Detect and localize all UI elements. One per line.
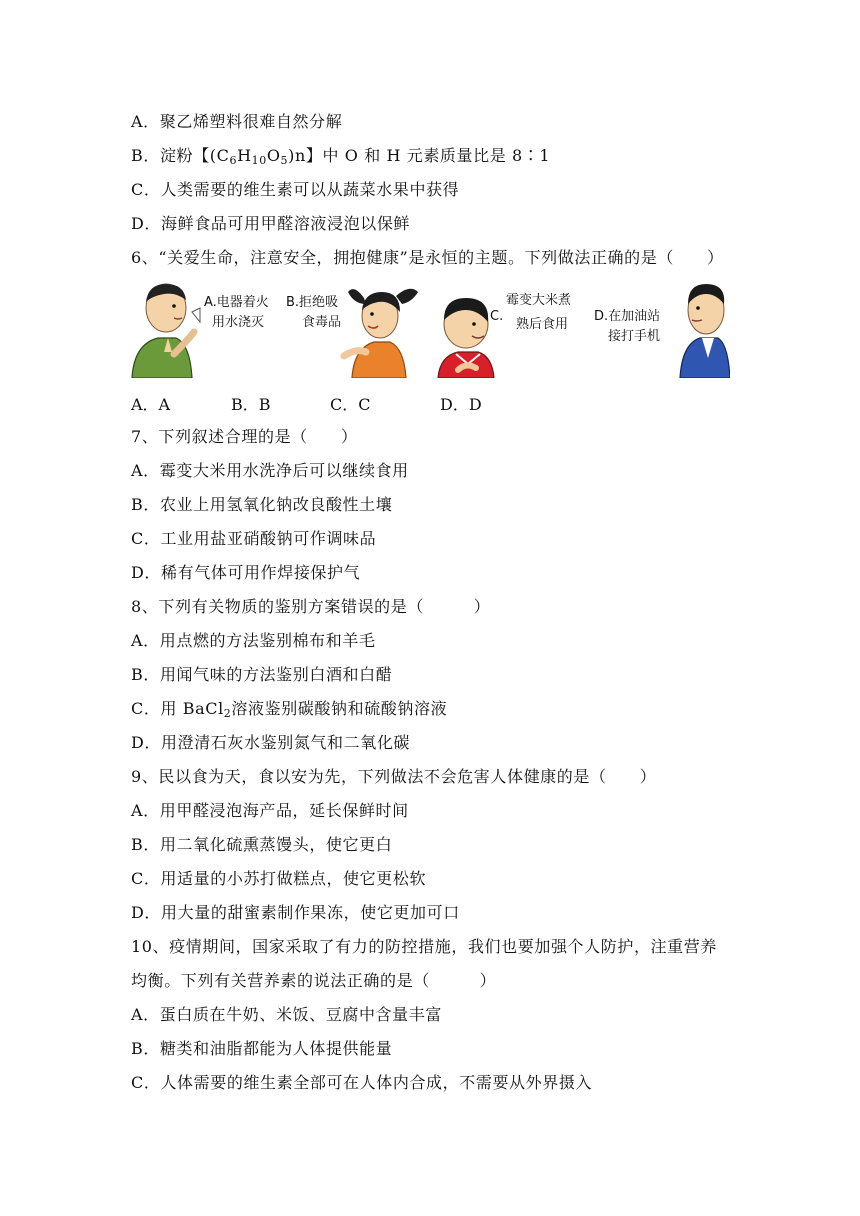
q5-option-b-text-1: B．淀粉【(C	[131, 146, 230, 165]
bubble-d-line2: 接打手机	[608, 329, 661, 344]
bubble-a-line2: 用水浇灭	[212, 315, 265, 330]
q6-cartoon-illustration	[128, 282, 730, 378]
man-blue-suit-figure	[680, 284, 730, 378]
q10-option-c: C．人体需要的维生素全部可在人体内合成，不需要从外界摄入	[131, 1073, 593, 1092]
q5-option-b-sub-1: 6	[229, 154, 238, 167]
speech-bubble-d	[594, 308, 660, 344]
q7-option-c: C．工业用盐亚硝酸钠可作调味品	[131, 529, 377, 548]
q6-stem: 6、“关爱生命，注意安全，拥抱健康”是永恒的主题。下列做法正确的是（ ）	[131, 248, 724, 267]
q8-option-b: B．用闻气味的方法鉴别白酒和白醋	[131, 665, 393, 684]
q10-stem-line1: 10、疫情期间，国家采取了有力的防控措施，我们也要加强个人防护，注重营养	[131, 937, 717, 956]
q8-option-c	[131, 699, 447, 719]
q10-option-b: B．糖类和油脂都能为人体提供能量	[131, 1039, 393, 1058]
q9-option-d: D．用大量的甜蜜素制作果冻，使它更加可口	[131, 903, 460, 922]
q5-option-b-text-3: O	[266, 146, 281, 165]
q5-option-d: D．海鲜食品可用甲醛溶液浸泡以保鲜	[131, 214, 411, 233]
q8-option-d: D．用澄清石灰水鉴别氮气和二氧化碳	[131, 733, 411, 752]
q6-option-b: B．B	[231, 395, 271, 414]
q7-stem: 7、下列叙述合理的是（ ）	[131, 427, 358, 446]
q7-option-a: A．霉变大米用水洗净后可以继续食用	[131, 461, 409, 480]
q5-option-b	[131, 146, 550, 166]
q5-option-c: C．人类需要的维生素可以从蔬菜水果中获得	[131, 180, 460, 199]
q8-stem: 8、下列有关物质的鉴别方案错误的是（ ）	[131, 597, 491, 616]
q8-option-c-text-2: 溶液鉴别碳酸钠和硫酸钠溶液	[231, 699, 448, 718]
q10-option-a: A．蛋白质在牛奶、米饭、豆腐中含量丰富	[131, 1005, 442, 1024]
q7-option-b: B．农业上用氢氧化钠改良酸性土壤	[131, 495, 393, 514]
speech-bubble-a	[192, 294, 269, 330]
bubble-c-line1: 霉变大米煮	[506, 293, 572, 308]
bubble-c-line2: 熟后食用	[516, 317, 569, 332]
q6-option-d: D．D	[440, 395, 482, 414]
q5-option-b-sub-3: 5	[280, 154, 289, 167]
q9-option-a: A．用甲醛浸泡海产品，延长保鲜时间	[131, 801, 409, 820]
man-green-shirt-figure	[132, 284, 194, 378]
bubble-b-line1: B.拒绝吸	[286, 295, 339, 310]
q10-stem-line2: 均衡。下列有关营养素的说法正确的是（ ）	[131, 971, 497, 990]
q6-option-c: C．C	[330, 395, 371, 414]
speech-bubble-b	[286, 294, 341, 330]
q9-stem: 9、民以食为天，食以安为先，下列做法不会危害人体健康的是（ ）	[131, 767, 657, 786]
q9-option-b: B．用二氧化硫熏蒸馒头，使它更白	[131, 835, 393, 854]
q8-option-c-text-1: C．用 BaCl	[131, 699, 224, 718]
q5-option-b-text-2: H	[237, 146, 252, 165]
girl-ponytail-figure	[344, 289, 418, 378]
q6-option-a: A．A	[131, 395, 171, 414]
bubble-b-line2: 食毒品	[302, 315, 342, 330]
bubble-c-prefix: C.	[490, 309, 504, 324]
q5-option-b-sub-2: 10	[251, 154, 267, 167]
q5-option-b-text-4: )n】中 O 和 H 元素质量比是 8∶1	[288, 146, 551, 165]
q8-option-c-sub: 2	[223, 707, 232, 720]
speech-bubble-c	[490, 292, 571, 332]
bubble-a-line1: A.电器着火	[204, 295, 269, 310]
bubble-d-line1: D.在加油站	[594, 309, 661, 324]
q5-option-a: A．聚乙烯塑料很难自然分解	[131, 112, 343, 131]
q7-option-d: D．稀有气体可用作焊接保护气	[131, 563, 361, 582]
q9-option-c: C．用适量的小苏打做糕点，使它更松软	[131, 869, 427, 888]
q8-option-a: A．用点燃的方法鉴别棉布和羊毛	[131, 631, 376, 650]
boy-red-shirt-figure	[438, 298, 494, 378]
